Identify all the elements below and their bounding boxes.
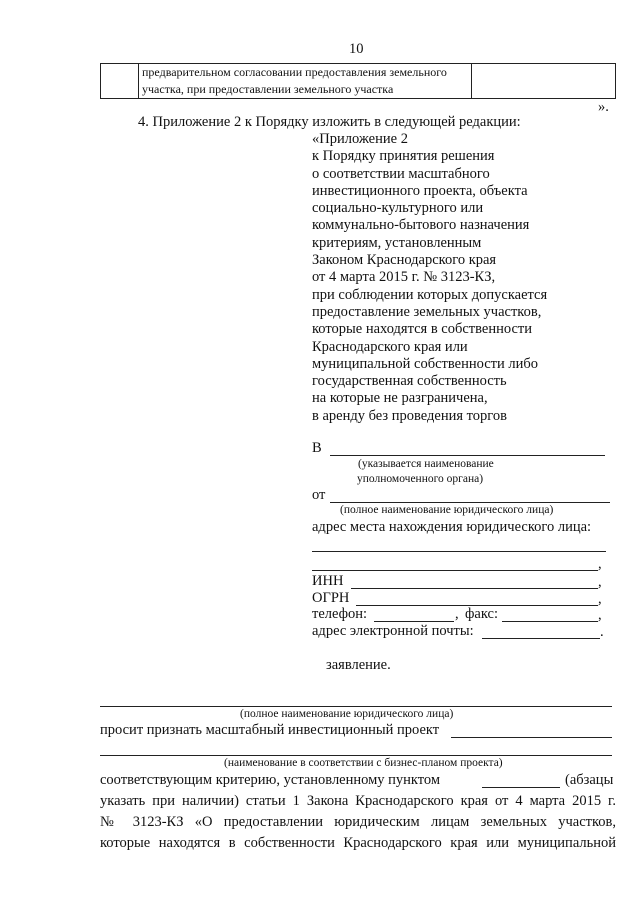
appendix-header-line: Законом Краснодарского края — [312, 252, 497, 269]
para-line-2: указать при наличии) статьи 1 Закона Краснодарского края от 4 марта 2015 г. — [100, 793, 616, 809]
appendix-header-line: Краснодарского края или — [312, 338, 468, 355]
item-4-text: 4. Приложение 2 к Порядку изложить в следующей редакции: — [138, 114, 521, 130]
company-hint: (полное наименование юридического лица) — [240, 708, 454, 720]
page-number: 10 — [349, 41, 364, 57]
phone-field-line[interactable] — [374, 621, 454, 622]
from-field-line[interactable] — [330, 502, 610, 503]
project-name-line[interactable] — [100, 755, 612, 756]
to-hint-line-1: (указывается наименование — [358, 458, 494, 470]
ogrn-comma: , — [598, 591, 602, 607]
inn-label: ИНН — [312, 573, 344, 589]
appendix-header-line: от 4 марта 2015 г. № 3123-КЗ, — [312, 269, 496, 286]
appendix-header-line: «Приложение 2 — [312, 131, 408, 147]
table-fragment — [100, 63, 616, 99]
address-line-1[interactable] — [312, 551, 606, 552]
statement-title: заявление. — [326, 657, 391, 673]
para-line-1b: (абзацы — [565, 772, 614, 788]
phone-comma: , — [455, 606, 459, 622]
appendix-header-line: предоставление земельных участков, — [312, 303, 542, 320]
request-text: просит признать масштабный инвестиционный проект — [100, 722, 440, 738]
address-line-2[interactable] — [312, 570, 598, 571]
company-name-line[interactable] — [100, 706, 612, 707]
project-hint: (наименование в соответствии с бизнес-планом проекта) — [224, 757, 503, 769]
table-cell-empty-right — [472, 64, 616, 99]
from-prefix: от — [312, 487, 326, 503]
table-cell-text — [139, 64, 472, 99]
to-field-line[interactable] — [330, 455, 605, 456]
appendix-header-line: критериям, установленным — [312, 234, 482, 251]
email-period: . — [600, 624, 604, 640]
fax-comma: , — [598, 607, 602, 623]
inn-comma: , — [598, 574, 602, 590]
address-comma: , — [598, 556, 602, 572]
clause-field-line[interactable] — [482, 787, 560, 788]
table-text-line-1: предварительном согласовании предоставления земельного — [142, 65, 447, 79]
appendix-header-line: государственная собственность — [312, 373, 507, 390]
appendix-header-line: при соблюдении которых допускается — [312, 286, 548, 303]
appendix-header-line: которые находятся в собственности — [312, 321, 532, 338]
to-hint-line-2: уполномоченного органа) — [357, 473, 484, 485]
para-line-4: которые находятся в собственности Краснодарского края или муниципальной — [100, 835, 616, 851]
appendix-header — [312, 131, 547, 425]
appendix-header-line: коммунально-бытового назначения — [312, 217, 530, 234]
email-field-line[interactable] — [482, 638, 600, 639]
appendix-header-line: в аренду без проведения торгов — [312, 407, 507, 424]
fax-label: факс: — [465, 606, 498, 622]
para-line-3: № 3123-КЗ «О предоставлении юридическим лицам земельных участков, — [100, 814, 616, 830]
appendix-header-line: муниципальной собственности либо — [312, 355, 538, 372]
appendix-header-line: к Порядку принятия решения — [312, 148, 495, 165]
table-cell-empty-left — [101, 64, 139, 99]
appendix-header-line: социально-культурного или — [312, 200, 484, 217]
table-text-line-2: участка, при предоставлении земельного участка — [142, 82, 394, 96]
phone-label: телефон: — [312, 606, 368, 622]
to-prefix: В — [312, 440, 322, 456]
address-label: адрес места нахождения юридического лица: — [312, 519, 592, 535]
appendix-header-line: на которые не разграничена, — [312, 390, 488, 407]
fax-field-line[interactable] — [502, 621, 598, 622]
ogrn-label: ОГРН — [312, 590, 350, 606]
project-name-line-inline[interactable] — [451, 737, 612, 738]
email-label: адрес электронной почты: — [312, 623, 474, 639]
inn-field-line[interactable] — [351, 588, 598, 589]
appendix-header-line: инвестиционного проекта, объекта — [312, 182, 528, 199]
para-line-1a: соответствующим критерию, установленному пунктом — [100, 772, 441, 788]
appendix-header-line: о соответствии масштабного — [312, 165, 490, 182]
from-hint: (полное наименование юридического лица) — [340, 504, 554, 516]
closing-quote: ». — [598, 99, 609, 115]
